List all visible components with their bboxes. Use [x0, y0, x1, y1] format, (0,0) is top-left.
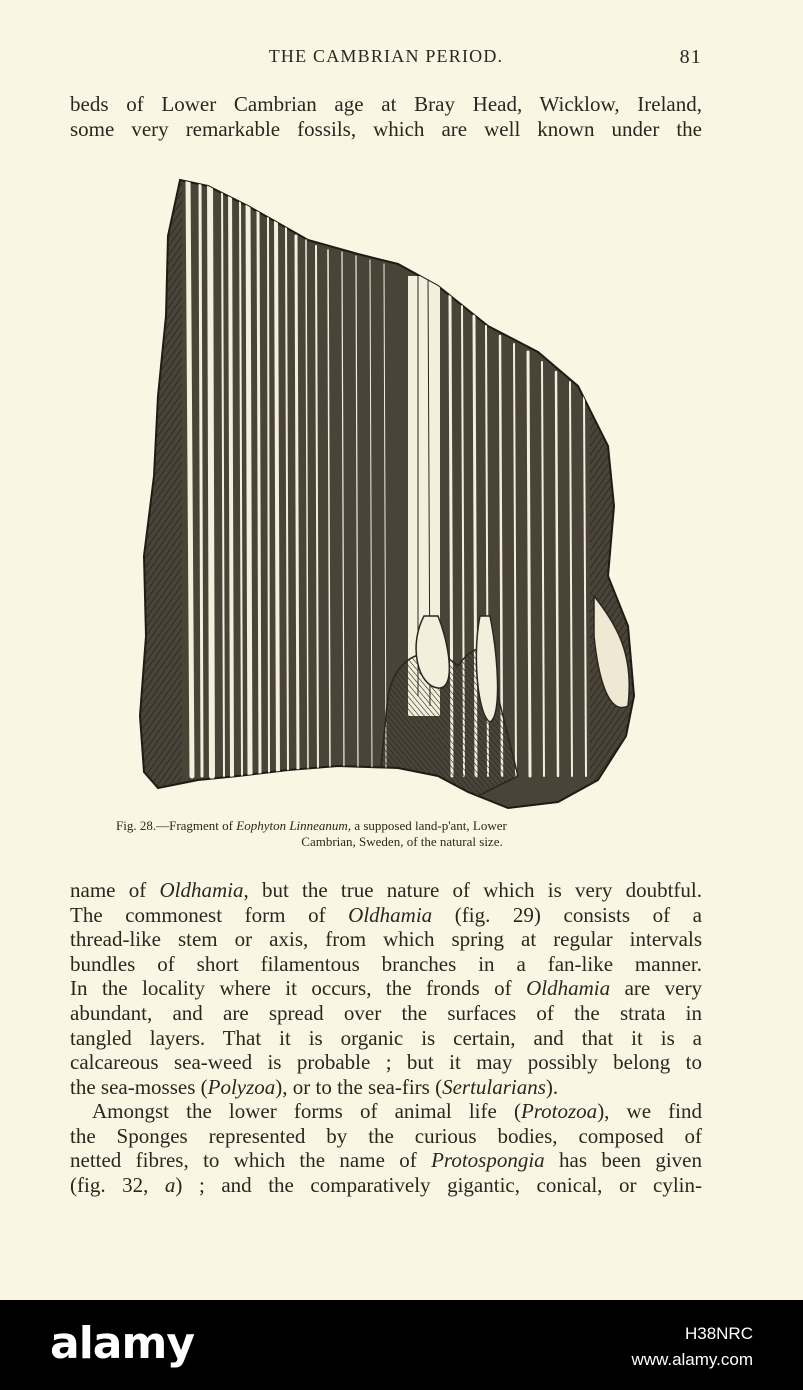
- text-line: the sea-mosses (Polyzoa), or to the sea-firs (Sertularians).: [70, 1074, 559, 1099]
- body-paragraph-2: [70, 1099, 702, 1197]
- text-line: beds of Lower Cambrian age at Bray Head, Wicklow, Ireland,: [70, 92, 702, 116]
- page-number: 81: [679, 46, 702, 68]
- text-line: The commonest form of Oldhamia (fig. 29) consists of a: [70, 902, 703, 927]
- stock-watermark-bar: [0, 1300, 803, 1390]
- fossil-illustration: [138, 176, 638, 812]
- text-line: name of Oldhamia, but the true nature of which is very doubtful.: [70, 878, 702, 902]
- text-line: netted fibres, to which the name of Protospongia has been given: [70, 1148, 702, 1173]
- running-title: THE CAMBRIAN PERIOD.: [268, 46, 504, 66]
- running-head: [70, 46, 702, 72]
- body-paragraph-1: [70, 878, 702, 1099]
- text-line: the Sponges represented by the curious bodies, composed of: [70, 1123, 702, 1148]
- text-line: calcareous sea-weed is probable ; but it may possibly belong to: [70, 1050, 702, 1075]
- text-line: In the locality where it occurs, the fronds of Oldhamia are very: [70, 976, 702, 1001]
- image-id: H38NRC: [684, 1324, 753, 1343]
- text-line: bundles of short filamentous branches in a fan-like manner.: [70, 951, 702, 976]
- eophyton-fossil-drawing: [138, 176, 638, 812]
- site-url: www.alamy.com: [631, 1350, 753, 1369]
- text-line: Amongst the lower forms of animal life (Protozoa), we find: [92, 1099, 702, 1123]
- alamy-logo: alamy: [50, 1318, 194, 1369]
- caption-line-2: Cambrian, Sweden, of the natural size.: [301, 834, 503, 849]
- caption-prefix: Fig. 28.—Fragment of: [116, 818, 237, 833]
- text-line: abundant, and are spread over the surfaces of the strata in: [70, 1000, 702, 1025]
- text-line: thread-like stem or axis, from which spring at regular intervals: [70, 927, 702, 952]
- text-line: some very remarkable fossils, which are well known under the: [70, 116, 702, 141]
- caption-line-1: [96, 818, 708, 834]
- text-line: (fig. 32, a) ; and the comparatively gigantic, conical, or cylin-: [70, 1172, 702, 1197]
- top-paragraph: [70, 92, 702, 141]
- caption-species: Eophyton Linneanum,: [236, 818, 352, 833]
- caption-suffix: a supposed land-p'ant, Lower: [351, 818, 507, 833]
- figure-caption: [96, 818, 708, 850]
- text-line: tangled layers. That it is organic is certain, and that it is a: [70, 1025, 702, 1050]
